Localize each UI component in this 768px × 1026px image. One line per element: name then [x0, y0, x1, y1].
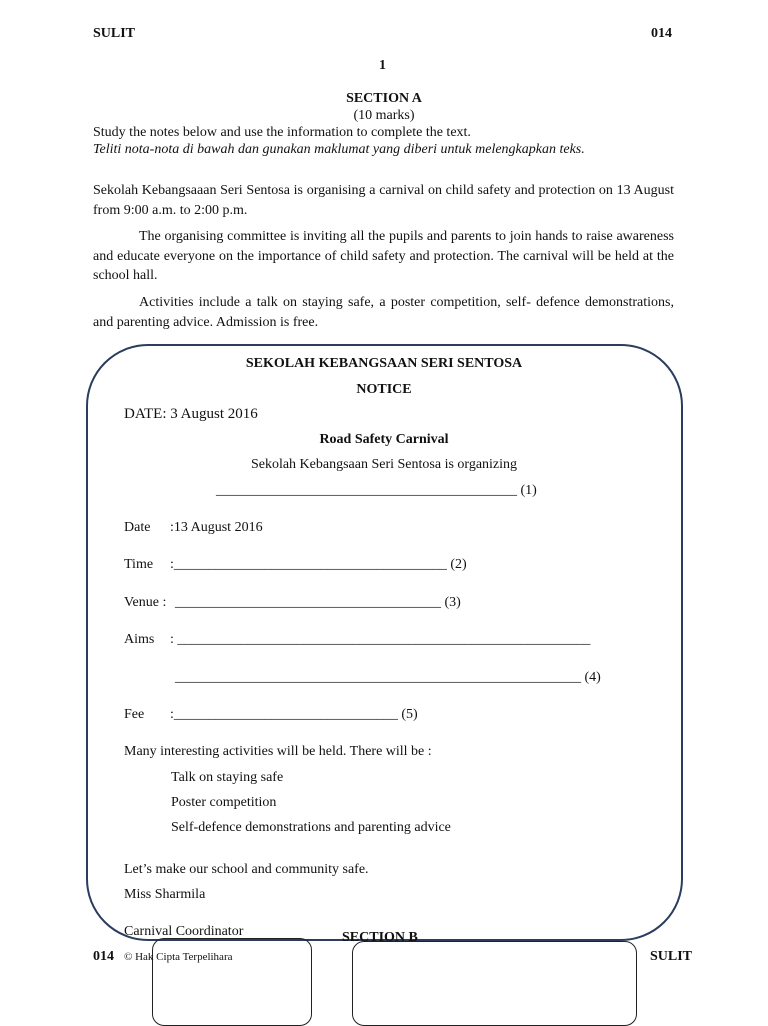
signer-name: Miss Sharmila [124, 887, 206, 902]
aims-blank-4: __________________________________________________________ (4) [175, 670, 601, 685]
blank-1: ___________________________________________ (1) [216, 483, 537, 498]
notes-paragraph-1: Sekolah Kebangsaaan Seri Sentosa is organising a carnival on child safety and protection on 13 August from 9:00 a.m. to 2:00 p.m. [93, 183, 674, 218]
notice-event-title: Road Safety Carnival [319, 432, 449, 447]
page-number: 1 [379, 58, 386, 73]
section-a-marks: (10 marks) [353, 108, 415, 123]
closing-line: Let’s make our school and community safe. [124, 862, 369, 877]
date-label: Date [124, 520, 151, 535]
activity-item: Self-defence demonstrations and parenting advice [171, 820, 451, 835]
section-a-title: SECTION A [346, 91, 422, 106]
answer-box-right [352, 941, 637, 1026]
notice-heading: NOTICE [356, 382, 412, 397]
notice-school-name: SEKOLAH KEBANGSAAN SERI SENTOSA [245, 356, 523, 371]
footer-copyright: © Hak Cipta Terpelihara [124, 951, 233, 963]
notes-paragraph-2: The organising committee is inviting all the pupils and parents to join hands to raise awareness and educate everyone on the importance of child safety and protection. The carnival will be held at the school hall. [93, 229, 674, 283]
instruction: Study the notes below and use the information to complete the text. [93, 125, 471, 140]
fee-blank-5: :________________________________ (5) [170, 707, 418, 722]
aims-blank: : ___________________________________________________________ [170, 632, 591, 647]
header-code: 014 [651, 26, 672, 41]
notes-paragraph-3: Activities include a talk on staying safe, a poster competition, self- defence demonstrations, and parenting advice. Admission is free. [93, 295, 674, 330]
activity-item: Poster competition [171, 795, 277, 810]
time-blank-2: :_______________________________________ (2) [170, 557, 467, 572]
time-label: Time [124, 557, 154, 572]
signer-title: Carnival Coordinator [124, 924, 244, 939]
instruction-malay: Teliti nota-nota di bawah dan gunakan maklumat yang diberi untuk melengkapkan teks. [93, 142, 585, 157]
section-b-title: SECTION B [342, 930, 418, 945]
header-sulit: SULIT [93, 26, 136, 41]
date-value: :13 August 2016 [170, 520, 263, 535]
activity-item: Talk on staying safe [171, 770, 284, 785]
notice-date-line: DATE: 3 August 2016 [124, 406, 258, 422]
venue-label: Venue : [124, 595, 167, 610]
aims-label: Aims [124, 632, 155, 647]
notice-organizing-line: Sekolah Kebangsaan Seri Sentosa is organizing [250, 457, 518, 472]
venue-blank-3: ______________________________________ (3) [175, 595, 461, 610]
activities-intro: Many interesting activities will be held. There will be : [124, 744, 432, 759]
fee-label: Fee [124, 707, 145, 722]
footer-code: 014 [93, 949, 114, 964]
footer-sulit: SULIT [650, 949, 693, 964]
